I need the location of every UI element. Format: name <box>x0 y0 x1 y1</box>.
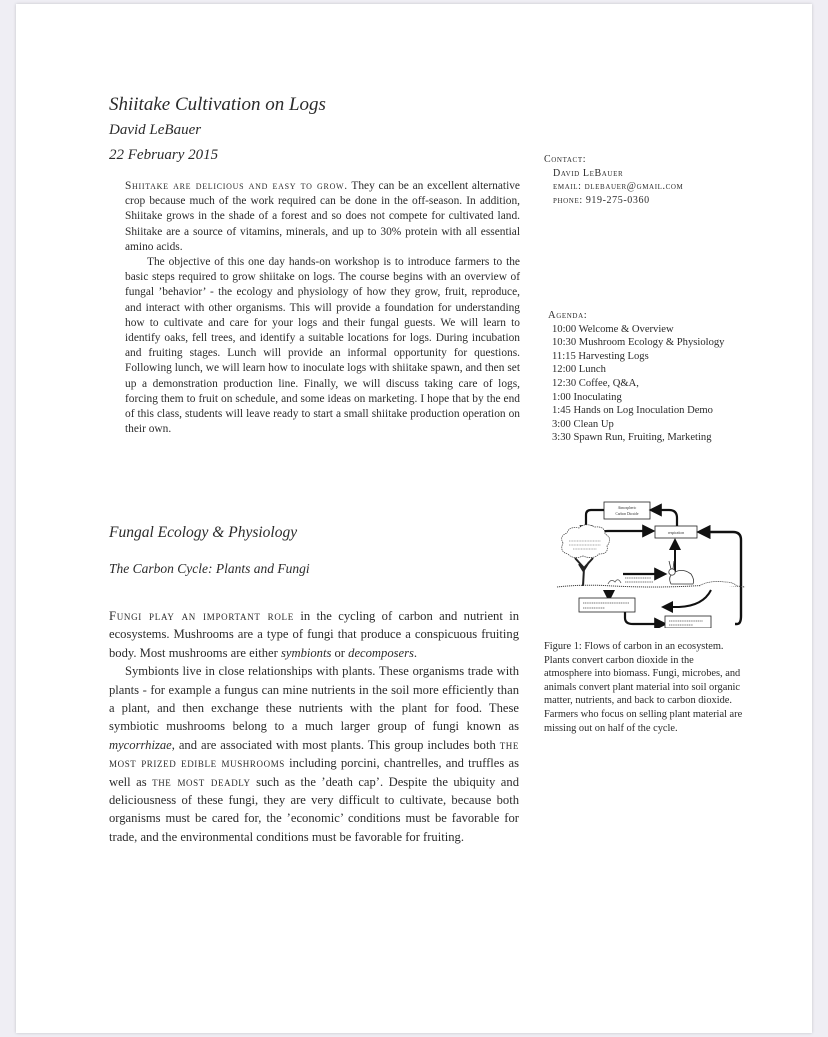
arrow-respiration-to-atmosphere <box>653 510 677 526</box>
agenda-item <box>548 377 738 391</box>
abstract-paragraph <box>125 179 520 255</box>
consumers-label <box>625 578 653 582</box>
agenda-item <box>548 404 738 418</box>
atmosphere-box <box>604 502 650 519</box>
document-title: Shiitake Cultivation on Logs <box>109 94 326 115</box>
emphasis-mycorrhizae: mycorrhizae <box>109 737 172 752</box>
agenda-item-time: 12:00 <box>552 364 577 376</box>
document-date: 22 February 2015 <box>109 147 219 163</box>
agenda-item-time: 12:30 <box>552 377 577 389</box>
body-text: including porcini, chantrelles, and truffles as well as <box>109 756 519 789</box>
soil-organic-matter-box <box>579 598 635 612</box>
body-text: , and are associated with most plants. This group includes both <box>171 737 500 752</box>
tree-illustration <box>562 525 610 586</box>
litter-illustration <box>699 582 737 587</box>
agenda-item-label: Lunch <box>578 364 606 376</box>
agenda-item <box>548 431 738 445</box>
document-author: David LeBauer <box>109 122 202 138</box>
section-heading: Fungal Ecology & Physiology <box>109 524 298 541</box>
agenda-item-label: Hands on Log Inoculation Demo <box>573 405 713 417</box>
arrow-decay-to-respiration <box>701 532 741 624</box>
respiration-box <box>655 526 697 538</box>
body-paragraph <box>109 607 519 662</box>
body-paragraph <box>109 662 519 846</box>
agenda-item <box>548 336 738 350</box>
agenda-item-time: 10:00 <box>552 323 577 335</box>
agenda-item <box>548 363 738 377</box>
arrow-litter-to-soil <box>665 590 711 607</box>
contact-label: Contact: <box>544 154 587 165</box>
emphasis-most-deadly: the most deadly <box>152 774 251 789</box>
agenda-item-label: Coffee, Q&A, <box>578 377 639 389</box>
agenda-list <box>548 323 738 445</box>
figure-caption: Figure 1: Flows of carbon in an ecosystem. Plants convert carbon dioxide in the atmosphere into biomass. Fungi, microbes, and animals convert plant material into soil organic matter, nutrients, and back to carbon dioxide. Farmers who focus on selling plant material are missing out on half of the cycle. <box>544 641 743 734</box>
agenda-item-label: Welcome & Overview <box>578 323 674 335</box>
body-text: or <box>331 645 349 660</box>
decay-box <box>665 616 711 628</box>
body-text: . <box>413 645 418 660</box>
agenda-item-time: 3:00 <box>552 418 571 430</box>
body-lead-in: Fungi play an important role <box>109 609 294 623</box>
agenda-item-time: 11:15 <box>552 350 576 362</box>
contact-phone: phone: 919-275-0360 <box>553 194 650 206</box>
agenda-item-time: 1:00 <box>552 391 571 403</box>
atmosphere-label-line1: Atmospheric <box>617 506 637 510</box>
body-text: Symbionts live in close relationships with plants. These organisms trade with plants - for example a fungus can mine nutrients in the soil more efficiently than a plant, and then exchange these nutrients with the plant for food. These symbiotic mushrooms belong to a much larger group of fungi known as <box>109 664 519 734</box>
agenda-item-label: Clean Up <box>573 418 614 430</box>
emphasis-decomposers: decomposers <box>348 645 414 660</box>
document-page <box>16 4 812 1033</box>
emphasis-symbionts: symbionts <box>280 645 332 660</box>
abstract-paragraph-text: They can be an excellent alternative crop because much of the work required can be done in the off-season. In addition, Shiitake grows in the shade of a forest and so does not compete for cultivated land. Shiitake are a source of vitamins, minerals, and up to 30% protein with all essential amino acids. <box>125 180 520 253</box>
agenda-item-time: 1:45 <box>552 405 571 417</box>
shrub-illustration <box>608 580 621 584</box>
body-text: such as the ’death cap’. Despite the ubiquity and deliciousness of these fungi, they are very difficult to cultivate, because both organisms must be cared for, the ’economic’ conditions must be favorable for trade, and the environmental conditions must be favorable for fruiting. <box>109 774 519 844</box>
arrow-soil-to-decay <box>625 612 663 624</box>
carbon-cycle-diagram <box>553 498 749 628</box>
agenda-item-label: Mushroom Ecology & Physiology <box>578 337 725 349</box>
atmosphere-label-line2: Carbon Dioxide <box>615 512 639 516</box>
abstract-paragraph: The objective of this one day hands-on workshop is to introduce farmers to the basic steps required to grow shiitake on logs. The course begins with an overview of fungal ’behavior’ - the ecology and physiology of how they grow, fruit, reproduce, and interact with other organisms. This will provide a foundation for understanding how to cultivate and care for your logs and their fungal guests. We will learn to identify oaks, fell trees, and identify a suitable locations for logs. During incubation and fruiting stages. Lunch will provide an informal opportunity for questions. Following lunch, we will learn how to inoculate logs with shiitake spawn, and then set up a demonstration production line. Finally, we will discuss taking care of logs, forcing them to fruit on schedule, and some ideas on marketing. I hope that by the end of this class, students will leave ready to start a small shiitake production operation on their own. <box>125 256 520 436</box>
body-text: in the cycling of carbon and nutrient in ecosystems. Mushrooms are a type of fungi that produce a conspicuous fruiting body. Most mushrooms are either <box>109 609 520 660</box>
agenda-item-time: 10:30 <box>552 337 577 349</box>
agenda-item <box>548 391 738 405</box>
contact-email[interactable]: email: dlebauer@gmail.com <box>553 181 684 193</box>
agenda-item-label: Inoculating <box>573 391 622 403</box>
agenda-item-time: 3:30 <box>552 432 571 444</box>
subsection-heading: The Carbon Cycle: Plants and Fungi <box>109 561 310 576</box>
agenda-block <box>548 309 738 445</box>
contact-name: David LeBauer <box>553 167 624 179</box>
rabbit-illustration <box>669 561 694 584</box>
abstract-lead-in: Shiitake are delicious and easy to grow. <box>125 180 348 192</box>
agenda-item-label: Harvesting Logs <box>578 350 649 362</box>
section-body <box>109 607 519 846</box>
agenda-item-label: Spawn Run, Fruiting, Marketing <box>573 432 712 444</box>
agenda-item <box>548 350 738 364</box>
agenda-item <box>548 418 738 432</box>
contact-block <box>544 153 764 207</box>
agenda-item <box>548 323 738 337</box>
agenda-label: Agenda: <box>548 310 588 321</box>
abstract <box>125 179 520 437</box>
respiration-label: respiration <box>667 531 685 535</box>
emphasis-most-prized: the most prized edible mushrooms <box>109 737 519 771</box>
